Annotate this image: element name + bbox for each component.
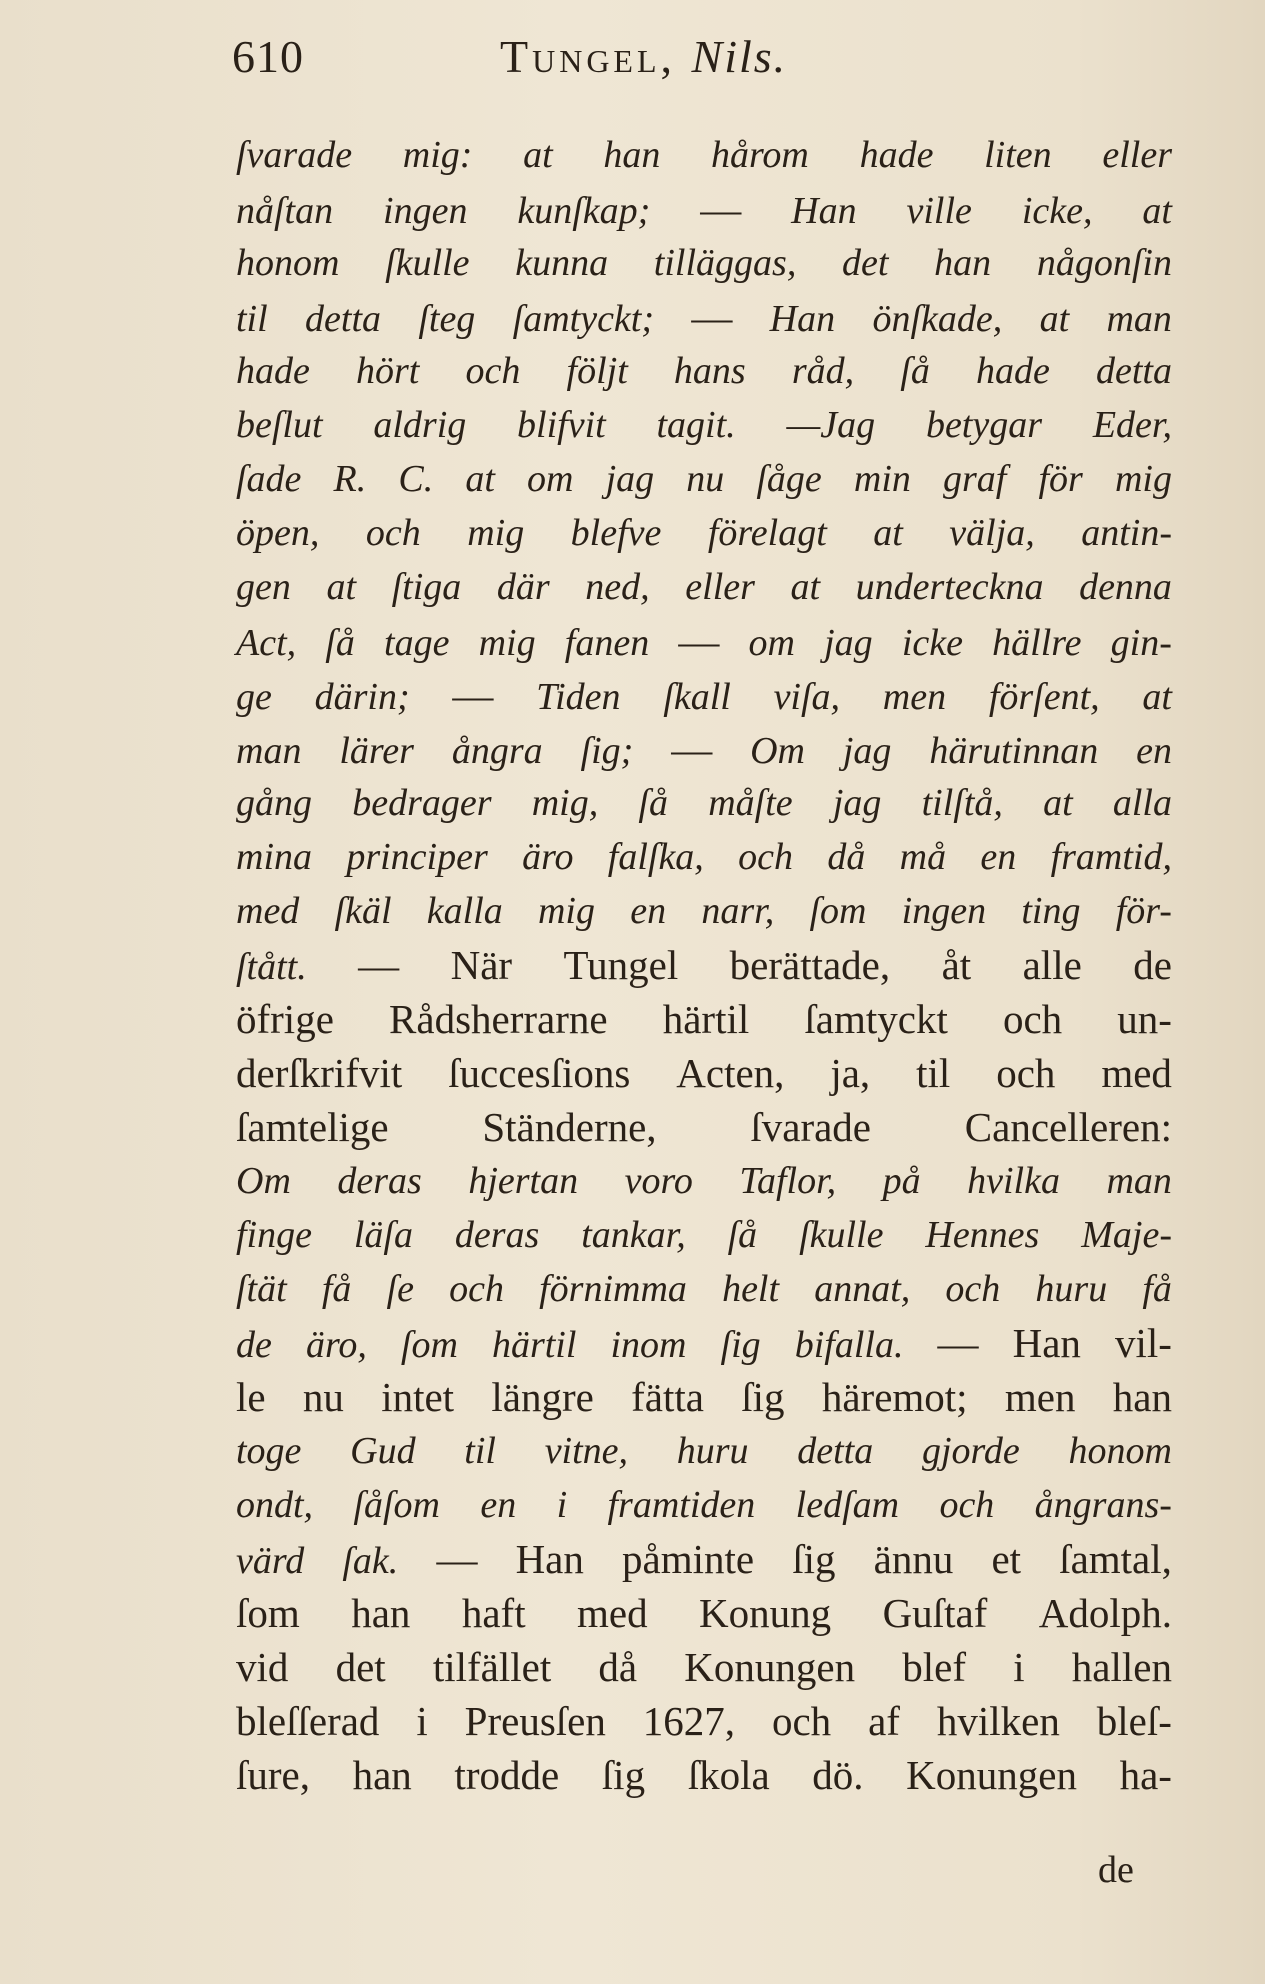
word: ned, [585, 566, 650, 608]
word: ting [1021, 890, 1081, 932]
word: ville [906, 190, 972, 232]
word: få [321, 1268, 352, 1310]
word: Konungen [906, 1752, 1077, 1798]
word: få [1142, 1268, 1172, 1310]
word: en [980, 836, 1017, 878]
word: — [436, 1536, 478, 1582]
word: principer [346, 836, 488, 878]
word: dö. [812, 1752, 864, 1798]
word: och [939, 1484, 995, 1526]
word: — [671, 726, 713, 772]
word: en [630, 890, 667, 932]
word: ingen [901, 890, 987, 932]
word: på [882, 1160, 921, 1202]
text-line [236, 560, 1172, 614]
word: han [351, 1590, 411, 1636]
word: i [416, 1698, 428, 1744]
word: Eder, [1092, 404, 1172, 446]
word: och [465, 350, 521, 392]
word: påminte [622, 1536, 755, 1582]
word: och [1002, 996, 1063, 1042]
word: om [527, 458, 574, 500]
text-line [236, 938, 1172, 992]
word: intet [381, 1374, 455, 1420]
word: ſamtyckt [804, 996, 948, 1042]
word: voro [624, 1160, 693, 1202]
word: underteckna [855, 566, 1044, 608]
word: Taflor, [739, 1160, 837, 1202]
word: mig: [402, 134, 473, 176]
word: de [236, 1324, 272, 1366]
word: —Jag [786, 404, 876, 446]
word: icke [901, 622, 963, 664]
word: åt [941, 942, 972, 988]
word: Om [236, 1160, 291, 1202]
word: huru [1035, 1268, 1108, 1310]
word: et [991, 1536, 1022, 1582]
word: tilläggas, [653, 242, 797, 284]
word: och [996, 1050, 1056, 1096]
word: framtid, [1050, 836, 1172, 878]
running-head-given-name: Nils. [691, 31, 788, 82]
text-line [236, 1586, 1172, 1640]
word: ondt, [236, 1484, 314, 1526]
word: och [738, 836, 793, 878]
word: han [934, 242, 992, 284]
word: blifvit [517, 404, 606, 446]
word: ſuccesſions [448, 1050, 631, 1096]
word: detta [305, 298, 381, 340]
word: alla [1112, 782, 1172, 824]
word: berättade, [729, 942, 891, 988]
word: gång [236, 782, 312, 824]
word: han [352, 1752, 412, 1798]
word: framtiden [607, 1484, 756, 1526]
word: ſamtyckt; [512, 298, 655, 340]
word: blefve [570, 512, 662, 554]
word: Tiden [536, 676, 621, 718]
word: bleſſerad [236, 1698, 380, 1744]
word: at [523, 134, 553, 176]
word: alle [1022, 942, 1082, 988]
text-line [236, 1262, 1172, 1316]
word: När [450, 942, 513, 988]
word: och [449, 1268, 504, 1310]
word: eller [685, 566, 755, 608]
word: at [1142, 190, 1172, 232]
word: tagit. [656, 404, 736, 446]
page-header [232, 30, 1152, 90]
word: gen [236, 566, 291, 608]
word: — [691, 294, 733, 340]
text-line [236, 992, 1172, 1046]
word: min [853, 458, 911, 500]
text-line [236, 182, 1172, 236]
word: graf [943, 458, 1007, 500]
text-line [236, 1100, 1172, 1154]
text-line [236, 236, 1172, 290]
text-line [236, 1370, 1172, 1424]
word: betygar [925, 404, 1043, 446]
word: ångrans- [1034, 1484, 1172, 1526]
word: Cancelleren: [964, 1104, 1172, 1150]
word: för- [1115, 890, 1172, 932]
running-head [500, 30, 787, 83]
word: derſkrifvit [236, 1050, 403, 1096]
word: Han [515, 1536, 584, 1582]
word: härtil [662, 996, 750, 1042]
word: tilſtå, [921, 782, 1003, 824]
word: deras [454, 1214, 540, 1256]
word: bleſ- [1096, 1698, 1172, 1744]
word: Tungel [563, 942, 679, 988]
word: — [678, 618, 720, 664]
word: 1627, [642, 1698, 736, 1744]
word: ſteg [418, 298, 476, 340]
word: at [873, 512, 903, 554]
word: ſom [809, 890, 867, 932]
word: hade [236, 350, 310, 392]
word: förelagt [707, 512, 827, 554]
word: at [1142, 676, 1172, 718]
word: ſåſom [353, 1484, 440, 1526]
text-line [236, 722, 1172, 776]
word: om [748, 622, 795, 664]
word: ha- [1119, 1752, 1172, 1798]
word: eller [1102, 134, 1172, 176]
word: härtil [491, 1324, 577, 1366]
word: och [945, 1268, 1001, 1310]
text-line [236, 1478, 1172, 1532]
word: nu [686, 458, 725, 500]
word: trodde [454, 1752, 560, 1798]
word: härutinnan [929, 730, 1099, 772]
word: un- [1117, 996, 1172, 1042]
word: til [464, 1430, 496, 1472]
text-line [236, 452, 1172, 506]
word: man [236, 730, 302, 772]
word: ſig [792, 1536, 836, 1582]
word: Han [791, 190, 857, 232]
word: til [236, 298, 268, 340]
word: mig [1114, 458, 1172, 500]
word: hade [975, 350, 1050, 392]
word: honom [236, 242, 340, 284]
word: ſure, [236, 1752, 310, 1798]
text-line [236, 1532, 1172, 1586]
word: Hennes [925, 1214, 1040, 1256]
word: denna [1079, 566, 1172, 608]
word: önſkade, [872, 298, 1003, 340]
word: blef [902, 1644, 967, 1690]
text-line [236, 1694, 1172, 1748]
word: — [358, 942, 400, 988]
word: ſkall [663, 676, 731, 718]
word: gin- [1110, 622, 1172, 664]
text-line [236, 1640, 1172, 1694]
word: bifalla. [794, 1324, 904, 1366]
word: jag [605, 458, 655, 500]
word: ſå [900, 350, 930, 392]
text-line [236, 614, 1172, 668]
word: Konung [699, 1590, 832, 1636]
word: ſom [400, 1324, 458, 1366]
word: at [790, 566, 821, 608]
word: haft [461, 1590, 526, 1636]
word: ſe [386, 1268, 414, 1310]
word: en [480, 1484, 517, 1526]
word: ſkulle [799, 1214, 884, 1256]
word: hans [673, 350, 746, 392]
word: tankar, [581, 1214, 686, 1256]
word: ſå [727, 1214, 758, 1256]
word: och [365, 512, 421, 554]
word: Guſtaf [882, 1590, 988, 1636]
word: fätta [631, 1374, 704, 1420]
word: ſvarade [236, 134, 353, 176]
word: ſamtelige [236, 1104, 389, 1150]
word: Han [1012, 1320, 1081, 1366]
text-line [236, 668, 1172, 722]
word: han [1112, 1374, 1172, 1420]
word: öfrige [236, 996, 334, 1042]
word: fanen [564, 622, 650, 664]
word: hade [859, 134, 934, 176]
word: ſak. [342, 1540, 399, 1582]
word: — [700, 186, 742, 232]
word: förſent, [988, 676, 1100, 718]
text-line [236, 1316, 1172, 1370]
word: Adolph. [1038, 1590, 1172, 1636]
word: jag [824, 622, 873, 664]
word: jag [832, 782, 882, 824]
word: Om [750, 730, 805, 772]
word: man [1106, 298, 1172, 340]
text-line [236, 344, 1172, 398]
word: mig, [531, 782, 599, 824]
word: Acten, [676, 1050, 785, 1096]
word: hallen [1071, 1644, 1172, 1690]
word: Ständerne, [482, 1104, 657, 1150]
word: det [335, 1644, 386, 1690]
word: med [577, 1590, 648, 1636]
word: följt [566, 350, 628, 392]
catchword: de [1098, 1849, 1134, 1891]
word: för [1038, 458, 1083, 500]
word: öpen, [236, 512, 320, 554]
word: hvilka [967, 1160, 1060, 1202]
word: välja, [949, 512, 1035, 554]
word: ſå [638, 782, 668, 824]
word: hällre [992, 622, 1082, 664]
text-line [236, 830, 1172, 884]
text-line [236, 506, 1172, 560]
word: at [1043, 782, 1073, 824]
word: ännu [873, 1536, 954, 1582]
word: de [1133, 942, 1172, 988]
word: Konungen [684, 1644, 856, 1690]
word: där [496, 566, 550, 608]
word: hårom [711, 134, 809, 176]
word: viſa, [773, 676, 841, 718]
word: Maje- [1081, 1214, 1172, 1256]
word: men [882, 676, 947, 718]
word: finge [236, 1214, 312, 1256]
word: honom [1068, 1430, 1172, 1472]
word: kalla [426, 890, 503, 932]
word: förnimma [539, 1268, 687, 1310]
text-line [236, 1154, 1172, 1208]
text-line [236, 1748, 1172, 1802]
word: narr, [701, 890, 775, 932]
word: ſade [236, 458, 302, 500]
word: gjorde [921, 1430, 1020, 1472]
word: äro, [305, 1324, 367, 1366]
word: tilfället [432, 1644, 552, 1690]
word: ingen [383, 190, 468, 232]
text-line [236, 884, 1172, 938]
word: hört [356, 350, 420, 392]
word: någonſin [1036, 242, 1172, 284]
word: vitne, [544, 1430, 629, 1472]
word: må [899, 836, 947, 878]
word: — [937, 1320, 979, 1366]
word: ge [236, 676, 272, 718]
word: ſtät [236, 1268, 287, 1310]
word: äro [522, 836, 574, 878]
word: Act, [236, 622, 297, 664]
word: det [842, 242, 889, 284]
word: därin; [314, 676, 410, 718]
word: i [1013, 1644, 1025, 1690]
word: ſvarade [750, 1104, 871, 1150]
word: ſtiga [391, 566, 462, 608]
word: med [1101, 1050, 1172, 1096]
word: jag [842, 730, 892, 772]
word: men [1004, 1374, 1076, 1420]
word: toge [236, 1430, 302, 1472]
word: vid [236, 1644, 289, 1690]
word: R. [333, 458, 367, 500]
word: värd [236, 1540, 305, 1582]
word: lärer [339, 730, 414, 772]
word: — [452, 672, 494, 718]
text-line [236, 128, 1172, 182]
word: man [1106, 1160, 1172, 1202]
word: kunſkap; [517, 190, 651, 232]
word: af [868, 1698, 900, 1744]
word: huru [676, 1430, 749, 1472]
word: då [598, 1644, 638, 1690]
word: ja, [830, 1050, 871, 1096]
word: helt [722, 1268, 780, 1310]
word: nåſtan [236, 190, 334, 232]
word: med [236, 890, 300, 932]
word: ſkulle [385, 242, 470, 284]
word: le [236, 1374, 266, 1420]
text-line [236, 1208, 1172, 1262]
word: ſtått. [236, 946, 307, 988]
word: aldrig [373, 404, 467, 446]
word: ſig [741, 1374, 785, 1420]
word: då [827, 836, 866, 878]
word: ſig [601, 1752, 646, 1798]
word: i [556, 1484, 568, 1526]
word: hvilken [936, 1698, 1060, 1744]
word: falſka, [607, 836, 704, 878]
text-line [236, 398, 1172, 452]
word: ſå [325, 622, 355, 664]
word: annat, [814, 1268, 911, 1310]
word: at [465, 458, 495, 500]
word: ſig; [580, 730, 634, 772]
word: ångra [451, 730, 543, 772]
word: måſte [708, 782, 793, 824]
word: til [916, 1050, 951, 1096]
word: läſa [353, 1214, 413, 1256]
word: häremot; [821, 1374, 968, 1420]
word: at [1039, 298, 1070, 340]
word: en [1136, 730, 1172, 772]
word: mig [478, 622, 536, 664]
word: mig [467, 512, 525, 554]
page-number: 610 [232, 31, 304, 82]
word: ſig [720, 1324, 761, 1366]
word: deras [337, 1160, 422, 1202]
word: detta [1096, 350, 1172, 392]
text-line [236, 1424, 1172, 1478]
word: ſamtal, [1059, 1536, 1172, 1582]
word: nu [302, 1374, 344, 1420]
word: antin- [1081, 512, 1172, 554]
word: Han [769, 298, 836, 340]
word: at [326, 566, 357, 608]
word: tage [384, 622, 450, 664]
word: Preusſen [464, 1698, 606, 1744]
running-head-surname: Tungel, [500, 31, 677, 82]
word: hjertan [468, 1160, 579, 1202]
word: Rådsherrarne [389, 996, 608, 1042]
word: ſåge [756, 458, 822, 500]
word: liten [984, 134, 1052, 176]
word: ſkola [687, 1752, 770, 1798]
word: bedrager [352, 782, 492, 824]
word: kunna [515, 242, 609, 284]
word: råd, [791, 350, 855, 392]
word: beſlut [236, 404, 323, 446]
word: Gud [350, 1430, 416, 1472]
page-body-text [236, 128, 1172, 1802]
word: icke, [1021, 190, 1093, 232]
word: längre [491, 1374, 594, 1420]
word: han [603, 134, 661, 176]
word: ledſam [795, 1484, 900, 1526]
word: C. [398, 458, 434, 500]
word: ſom [236, 1590, 300, 1636]
text-line [236, 776, 1172, 830]
word: mina [236, 836, 312, 878]
word: mig [537, 890, 595, 932]
word: inom [610, 1324, 687, 1366]
text-line [236, 290, 1172, 344]
word: ſkäl [334, 890, 392, 932]
word: och [771, 1698, 832, 1744]
word: detta [797, 1430, 874, 1472]
word: vil- [1114, 1320, 1172, 1366]
text-line [236, 1046, 1172, 1100]
